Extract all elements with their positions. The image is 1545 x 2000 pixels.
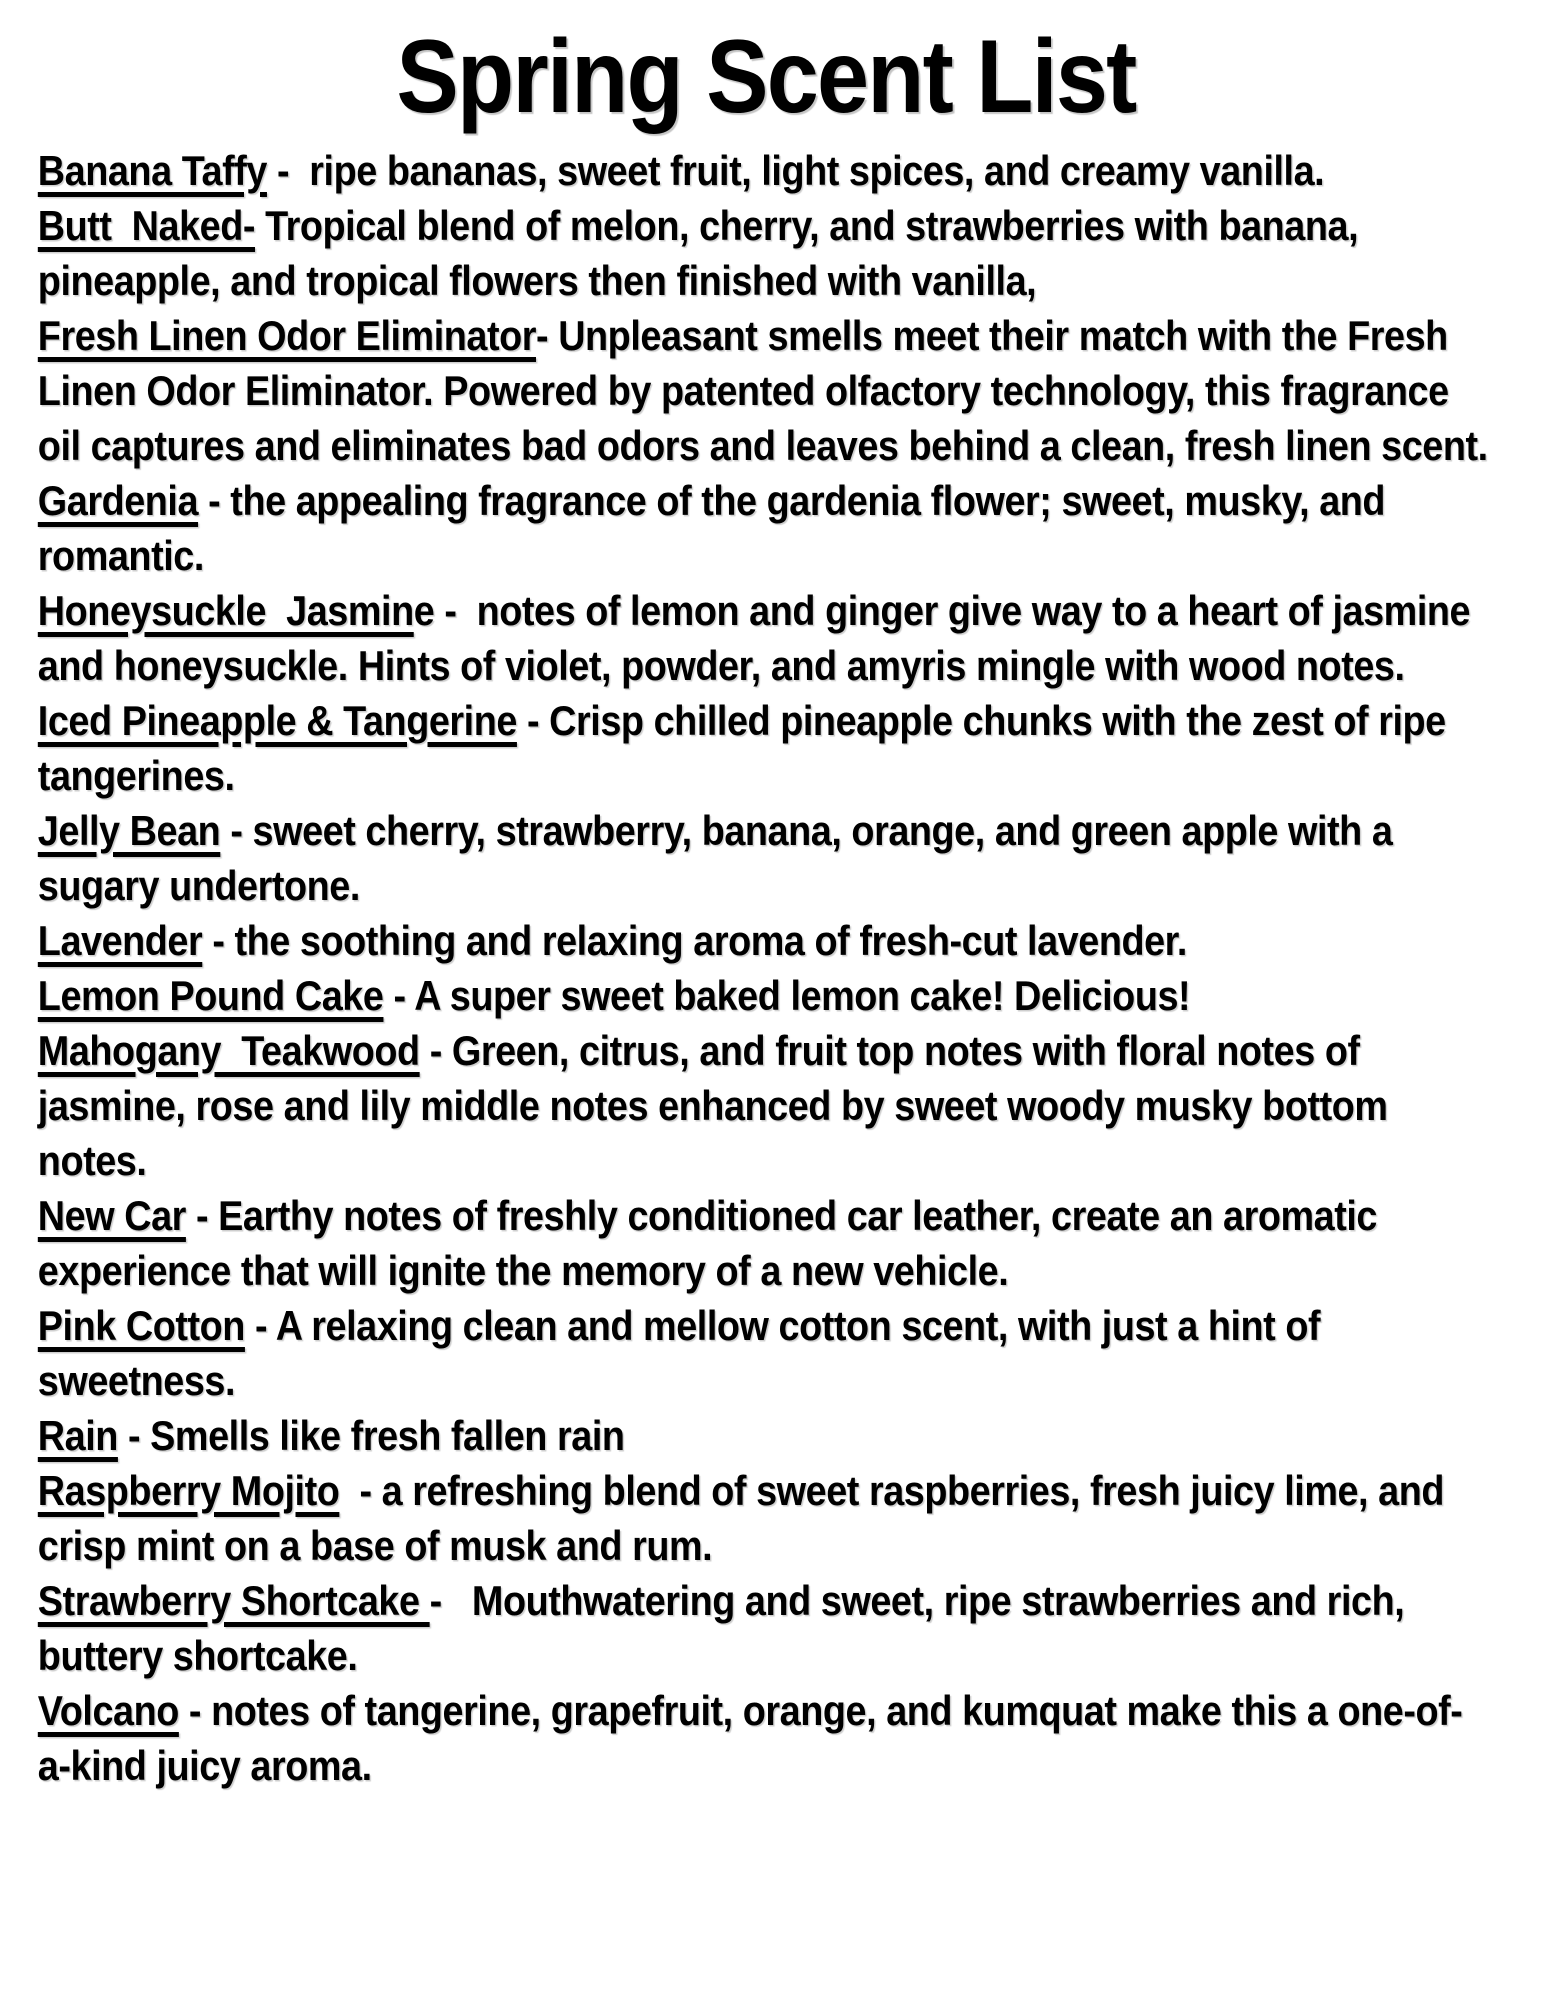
scent-name: New Car [37,1191,186,1239]
scent-name: Butt Naked- [37,201,256,249]
scent-name: Volcano [37,1686,179,1734]
scent-description: - ripe bananas, sweet fruit, light spices, and creamy vanilla. [266,146,1325,194]
scent-name: Iced Pineapple & Tangerine [37,696,517,744]
scent-entry [38,1463,1494,1573]
scent-name: Honeysuckle Jasmin [37,586,414,634]
scent-description: - A relaxing clean and mellow cotton scent, with just a hint of sweetness. [37,1301,1331,1404]
scent-name: Strawberry Shortcake [37,1576,430,1624]
scent-entry [38,1298,1494,1408]
scent-entry [38,583,1494,693]
scent-name: Raspberry Mojito [37,1466,340,1514]
scent-entry [38,143,1494,198]
scent-description: - a refreshing blend of sweet raspberries, fresh juicy lime, and crisp mint on a base of musk and rum. [37,1466,1455,1569]
scent-name: Jelly Bean [37,806,221,854]
scent-name: Gardenia [37,476,199,524]
scent-description: - notes of tangerine, grapefruit, orange, and kumquat make this a one-of-a-kind juicy aroma. [37,1686,1463,1789]
scent-description: - Earthy notes of freshly conditioned car leather, create an aromatic experience that will ignite the memory of a new vehicle. [37,1191,1388,1294]
scent-description: Tropical blend of melon, cherry, and strawberries with banana, pineapple, and tropical flowers then finished with vanilla, [37,201,1369,304]
scent-description: - Green, citrus, and fruit top notes with floral notes of jasmine, rose and lily middle notes enhanced by sweet woody musky bottom notes. [37,1026,1398,1184]
scent-entry [38,803,1494,913]
scent-entry [38,1408,1494,1463]
scent-description: - notes of lemon and ginger give way to a heart of jasmine and honeysuckle. Hints of violet, powder, and amyris mingle with wood notes. [37,586,1481,689]
scent-entry [38,968,1494,1023]
scent-entry [38,473,1494,583]
scent-name: Mahogany Teakwood [37,1026,420,1074]
scent-name: Pink Cotton [37,1301,245,1349]
scent-list [38,143,1494,1793]
scent-entry [38,913,1494,968]
scent-description: - Mouthwatering and sweet, ripe strawberries and rich, buttery shortcake. [37,1576,1415,1679]
scent-entry [38,198,1494,308]
scent-description: - Unpleasant smells meet their match with the Fresh Linen Odor Eliminator. Powered by patented olfactory technology, this fragrance oil captures and eliminates bad odors and leaves behind a clean, fresh linen scent. [37,311,1488,469]
scent-description: - Crisp chilled pineapple chunks with the zest of ripe tangerines. [37,696,1456,799]
scent-description: - A super sweet baked lemon cake! Delicious! [383,971,1191,1019]
scent-name: Banana Taffy [37,146,267,194]
scent-description: - the soothing and relaxing aroma of fresh-cut lavender. [202,916,1187,964]
scent-name: Lavender [37,916,203,964]
scent-name: Lemon Pound Cake [37,971,384,1019]
scent-entry [38,1188,1494,1298]
scent-description: - Smells like fresh fallen rain [117,1411,625,1459]
scent-entry [38,1573,1494,1683]
scent-entry [38,693,1494,803]
scent-entry [38,1023,1494,1188]
page-title: Spring Scent List [396,19,1136,135]
scent-description: - the appealing fragrance of the gardenia flower; sweet, musky, and romantic. [37,476,1396,579]
scent-entry [38,1683,1494,1793]
scent-name: Rain [37,1411,118,1459]
scent-name: Fresh Linen Odor Eliminator [37,311,537,359]
scent-name-tail: e [413,586,435,634]
scent-description: - sweet cherry, strawberry, banana, orange, and green apple with a sugary undertone. [37,806,1403,909]
scent-entry [38,308,1494,473]
